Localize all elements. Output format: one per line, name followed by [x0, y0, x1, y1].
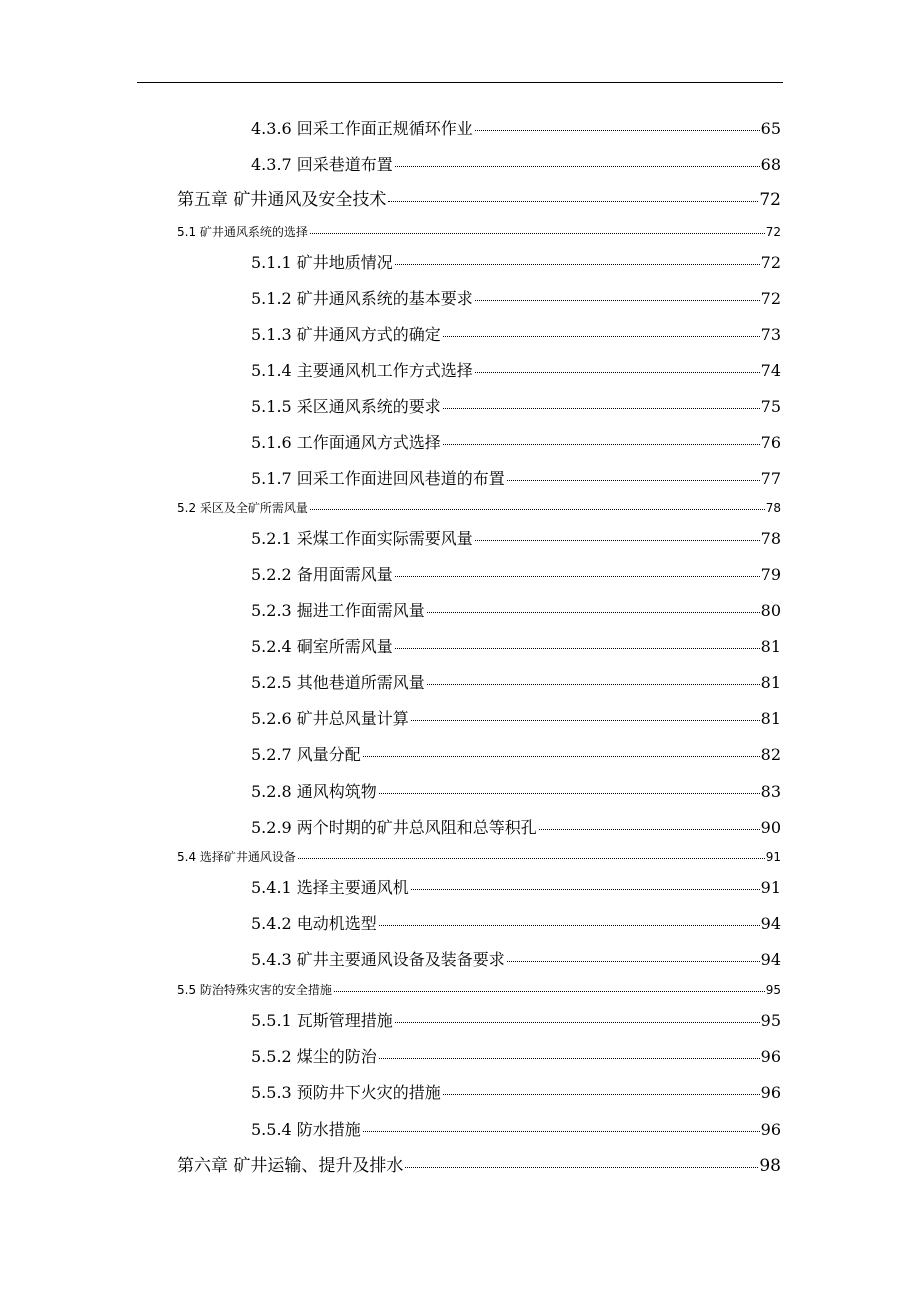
- dot-leader: [443, 444, 760, 445]
- toc-entry-title: 5.2 采区及全矿所需风量: [177, 501, 308, 515]
- dot-leader: [363, 1131, 760, 1132]
- toc-entry-page: 72: [760, 253, 781, 272]
- toc-entry-title: 5.4.1 选择主要通风机: [251, 878, 409, 897]
- toc-entry-page: 83: [760, 782, 781, 801]
- toc-entry-title: 5.5.4 防水措施: [251, 1120, 361, 1139]
- toc-entry[interactable]: [251, 952, 781, 968]
- toc-entry-title: 4.3.6 回采工作面正规循环作业: [251, 119, 473, 138]
- toc-entry-chapter[interactable]: [177, 192, 781, 209]
- dot-leader: [411, 889, 760, 890]
- toc-entry-page: 78: [760, 529, 781, 548]
- toc-entry[interactable]: [251, 327, 781, 343]
- toc-entry[interactable]: [251, 121, 781, 137]
- toc-entry-page: 77: [760, 469, 781, 488]
- toc-entry-title: 5.5 防治特殊灾害的安全措施: [177, 983, 332, 997]
- dot-leader: [363, 756, 760, 757]
- toc-entry-page: 90: [760, 818, 781, 837]
- toc-entry-section[interactable]: [177, 226, 781, 238]
- toc-entry-title: 5.2.4 硐室所需风量: [251, 637, 393, 656]
- toc-entry-page: 72: [760, 289, 781, 308]
- dot-leader: [507, 961, 760, 962]
- dot-leader: [539, 829, 760, 830]
- dot-leader: [395, 648, 760, 649]
- dot-leader: [443, 1094, 760, 1095]
- toc-entry[interactable]: [251, 603, 781, 619]
- toc-entry-title: 5.5.2 煤尘的防治: [251, 1047, 377, 1066]
- toc-entry-section[interactable]: [177, 851, 781, 863]
- toc-entry-title: 4.3.7 回采巷道布置: [251, 155, 393, 174]
- toc-entry[interactable]: [251, 255, 781, 271]
- dot-leader: [395, 166, 760, 167]
- toc-entry-page: 82: [760, 745, 781, 764]
- dot-leader: [411, 720, 760, 721]
- toc-entry[interactable]: [251, 784, 781, 800]
- dot-leader: [475, 130, 760, 131]
- toc-entry-title: 5.4 选择矿井通风设备: [177, 850, 296, 864]
- toc-entry-title: 5.2.7 风量分配: [251, 745, 361, 764]
- toc-entry-title: 5.1.4 主要通风机工作方式选择: [251, 361, 473, 380]
- toc-entry-page: 81: [760, 709, 781, 728]
- dot-leader: [507, 480, 760, 481]
- toc-entry-title: 5.1.5 采区通风系统的要求: [251, 397, 441, 416]
- toc-entry-title: 5.2.3 掘进工作面需风量: [251, 601, 425, 620]
- toc-entry[interactable]: [251, 711, 781, 727]
- toc-entry[interactable]: [251, 1122, 781, 1138]
- toc-entry-page: 96: [760, 1083, 781, 1102]
- toc-entry-title: 5.1.3 矿井通风方式的确定: [251, 325, 441, 344]
- dot-leader: [475, 540, 760, 541]
- toc-entry[interactable]: [251, 880, 781, 896]
- dot-leader: [334, 991, 765, 992]
- toc-entry-page: 81: [760, 637, 781, 656]
- toc-entry-title: 第六章 矿井运输、提升及排水: [177, 1156, 404, 1176]
- toc-entry[interactable]: [251, 157, 781, 173]
- toc-entry-title: 5.2.5 其他巷道所需风量: [251, 673, 425, 692]
- dot-leader: [395, 576, 760, 577]
- toc-entry[interactable]: [251, 1085, 781, 1101]
- toc-entry-chapter[interactable]: [177, 1158, 781, 1175]
- toc-entry-title: 5.2.6 矿井总风量计算: [251, 709, 409, 728]
- dot-leader: [427, 612, 760, 613]
- toc-entry-title: 5.1.6 工作面通风方式选择: [251, 433, 441, 452]
- toc-entry-page: 79: [760, 565, 781, 584]
- dot-leader: [310, 509, 765, 510]
- toc-entry-title: 第五章 矿井通风及安全技术: [177, 190, 387, 210]
- toc-entry-page: 65: [760, 119, 781, 138]
- toc-entry-page: 72: [765, 225, 781, 239]
- toc-entry-title: 5.5.1 瓦斯管理措施: [251, 1011, 393, 1030]
- dot-leader: [379, 1058, 760, 1059]
- toc-entry[interactable]: [251, 1049, 781, 1065]
- toc-entry-page: 95: [765, 983, 781, 997]
- toc-entry-page: 75: [760, 397, 781, 416]
- toc-entry-section[interactable]: [177, 984, 781, 996]
- toc-entry-page: 91: [765, 850, 781, 864]
- dot-leader: [298, 858, 765, 859]
- dot-leader: [388, 201, 758, 202]
- toc-entry-title: 5.1.1 矿井地质情况: [251, 253, 393, 272]
- toc-entry[interactable]: [251, 435, 781, 451]
- toc-entry[interactable]: [251, 639, 781, 655]
- dot-leader: [395, 264, 760, 265]
- toc-entry-title: 5.1.2 矿井通风系统的基本要求: [251, 289, 473, 308]
- toc-entry[interactable]: [251, 567, 781, 583]
- toc-entry-title: 5.2.2 备用面需风量: [251, 565, 393, 584]
- dot-leader: [379, 925, 760, 926]
- toc-entry-page: 78: [765, 501, 781, 515]
- toc-entry-page: 81: [760, 673, 781, 692]
- toc-entry[interactable]: [251, 820, 781, 836]
- toc-entry-title: 5.2.9 两个时期的矿井总风阻和总等积孔: [251, 818, 537, 837]
- toc-entry-page: 96: [760, 1120, 781, 1139]
- dot-leader: [405, 1167, 758, 1168]
- dot-leader: [379, 793, 760, 794]
- toc-entry[interactable]: [251, 399, 781, 415]
- dot-leader: [443, 336, 760, 337]
- toc-entry-section[interactable]: [177, 502, 781, 514]
- dot-leader: [395, 1022, 760, 1023]
- toc-entry-title: 5.1 矿井通风系统的选择: [177, 225, 308, 239]
- toc-entry-page: 76: [760, 433, 781, 452]
- toc-entry-title: 5.1.7 回采工作面进回风巷道的布置: [251, 469, 505, 488]
- toc-entry-page: 73: [760, 325, 781, 344]
- toc-entry-page: 95: [760, 1011, 781, 1030]
- toc-entry-title: 5.2.8 通风构筑物: [251, 782, 377, 801]
- toc-entry-title: 5.4.2 电动机选型: [251, 914, 377, 933]
- dot-leader: [443, 408, 760, 409]
- toc-entry[interactable]: [251, 531, 781, 547]
- toc-entry[interactable]: [251, 916, 781, 932]
- toc-entry[interactable]: [251, 291, 781, 307]
- dot-leader: [475, 372, 760, 373]
- toc-entry-page: 98: [759, 1156, 781, 1176]
- toc-entry[interactable]: [251, 1013, 781, 1029]
- dot-leader: [427, 684, 760, 685]
- toc-entry-page: 80: [760, 601, 781, 620]
- toc-entry-page: 74: [760, 361, 781, 380]
- dot-leader: [475, 300, 760, 301]
- toc-entry-page: 94: [760, 914, 781, 933]
- toc-entry-page: 96: [760, 1047, 781, 1066]
- toc-entry[interactable]: [251, 471, 781, 487]
- toc-entry-title: 5.5.3 预防井下火灾的措施: [251, 1083, 441, 1102]
- toc-entry-page: 68: [760, 155, 781, 174]
- toc-entry-title: 5.2.1 采煤工作面实际需要风量: [251, 529, 473, 548]
- toc-entry[interactable]: [251, 363, 781, 379]
- toc-entry-page: 72: [759, 190, 781, 210]
- toc-entry[interactable]: [251, 747, 781, 763]
- toc-entry-title: 5.4.3 矿井主要通风设备及装备要求: [251, 950, 505, 969]
- dot-leader: [310, 233, 765, 234]
- toc-entry[interactable]: [251, 675, 781, 691]
- toc-entry-page: 94: [760, 950, 781, 969]
- toc-entry-page: 91: [760, 878, 781, 897]
